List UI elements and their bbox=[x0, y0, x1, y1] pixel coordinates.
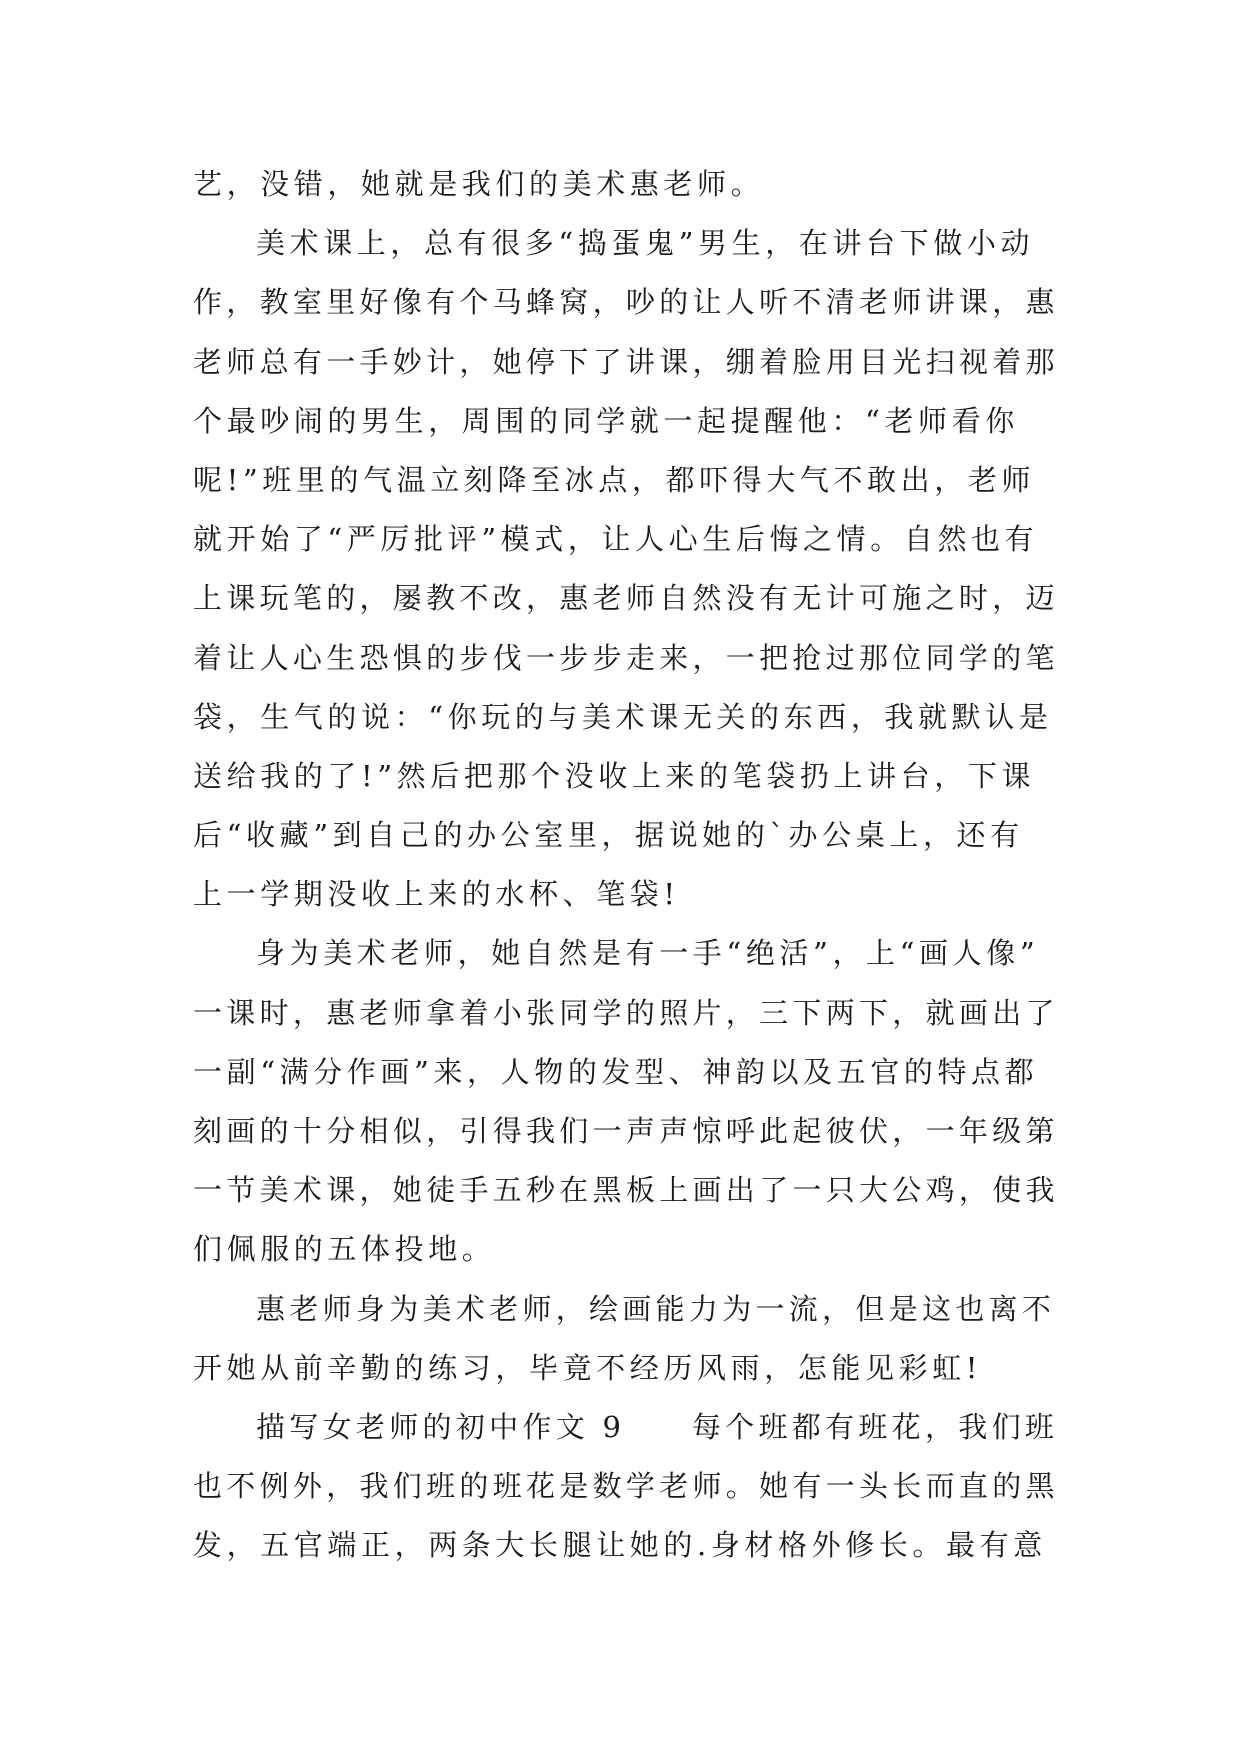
essay-text bbox=[193, 155, 1059, 1576]
text-line: 开她从前辛勤的练习，毕竟不经历风雨，怎能见彩虹! bbox=[193, 1350, 983, 1385]
text-line: 就开始了“严厉批评”模式，让人心生后悔之情。自然也有 bbox=[193, 522, 1039, 557]
text-line: 一副“满分作画”来，人物的发型、神韵以及五官的特点都 bbox=[193, 1054, 1039, 1089]
text-line: 老师总有一手妙计，她停下了讲课，绷着脸用目光扫视着那 bbox=[193, 344, 1059, 379]
text-line: 也不例外，我们班的班花是数学老师。她有一头长而直的黑 bbox=[193, 1469, 1059, 1504]
text-line: 袋，生气的说：“你玩的与美术课无关的东西，我就默认是 bbox=[193, 699, 1053, 734]
text-line: 着让人心生恐惧的步伐一步步走来，一把抢过那位同学的笔 bbox=[193, 640, 1059, 675]
text-line: 上课玩笔的，屡教不改，惠老师自然没有无计可施之时，迈 bbox=[193, 581, 1059, 616]
text-line: 后“收藏”到自己的办公室里，据说她的`办公桌上，还有 bbox=[193, 818, 1024, 853]
text-line: 送给我的了!”然后把那个没收上来的笔袋扔上讲台，下课 bbox=[193, 758, 1036, 793]
text-line: 艺，没错，她就是我们的美术惠老师。 bbox=[193, 167, 765, 201]
text-line: 上一学期没收上来的水杯、笔袋! bbox=[193, 877, 680, 912]
paragraph-start-line: 惠老师身为美术老师，绘画能力为一流，但是这也离不 bbox=[256, 1291, 1056, 1326]
text-line: 个最吵闹的男生，周围的同学就一起提醒他：“老师看你 bbox=[193, 403, 1019, 438]
paragraph-start-line: 描写女老师的初中作文 9 每个班都有班花，我们班 bbox=[256, 1409, 1059, 1444]
text-line: 们佩服的五体投地。 bbox=[193, 1232, 496, 1267]
text-line: 一课时，惠老师拿着小张同学的照片，三下两下，就画出了 bbox=[193, 995, 1059, 1030]
text-line: 呢!”班里的气温立刻降至冰点，都吓得大气不敢出，老师 bbox=[193, 462, 1036, 497]
text-line: 刻画的十分相似，引得我们一声声惊呼此起彼伏，一年级第 bbox=[193, 1114, 1059, 1148]
paragraph-start-line: 美术课上，总有很多“捣蛋鬼”男生，在讲台下做小动 bbox=[256, 226, 1035, 261]
text-line: 作，教室里好像有个马蜂窝，吵的让人听不清老师讲课，惠 bbox=[193, 285, 1059, 320]
paragraph-start-line: 身为美术老师，她自然是有一手“绝活”，上“画人像” bbox=[256, 936, 1040, 971]
text-line: 一节美术课，她徒手五秒在黑板上画出了一只大公鸡，使我 bbox=[193, 1173, 1059, 1208]
text-line: 发，五官端正，两条大长腿让她的.身材格外修长。最有意 bbox=[193, 1528, 1047, 1563]
